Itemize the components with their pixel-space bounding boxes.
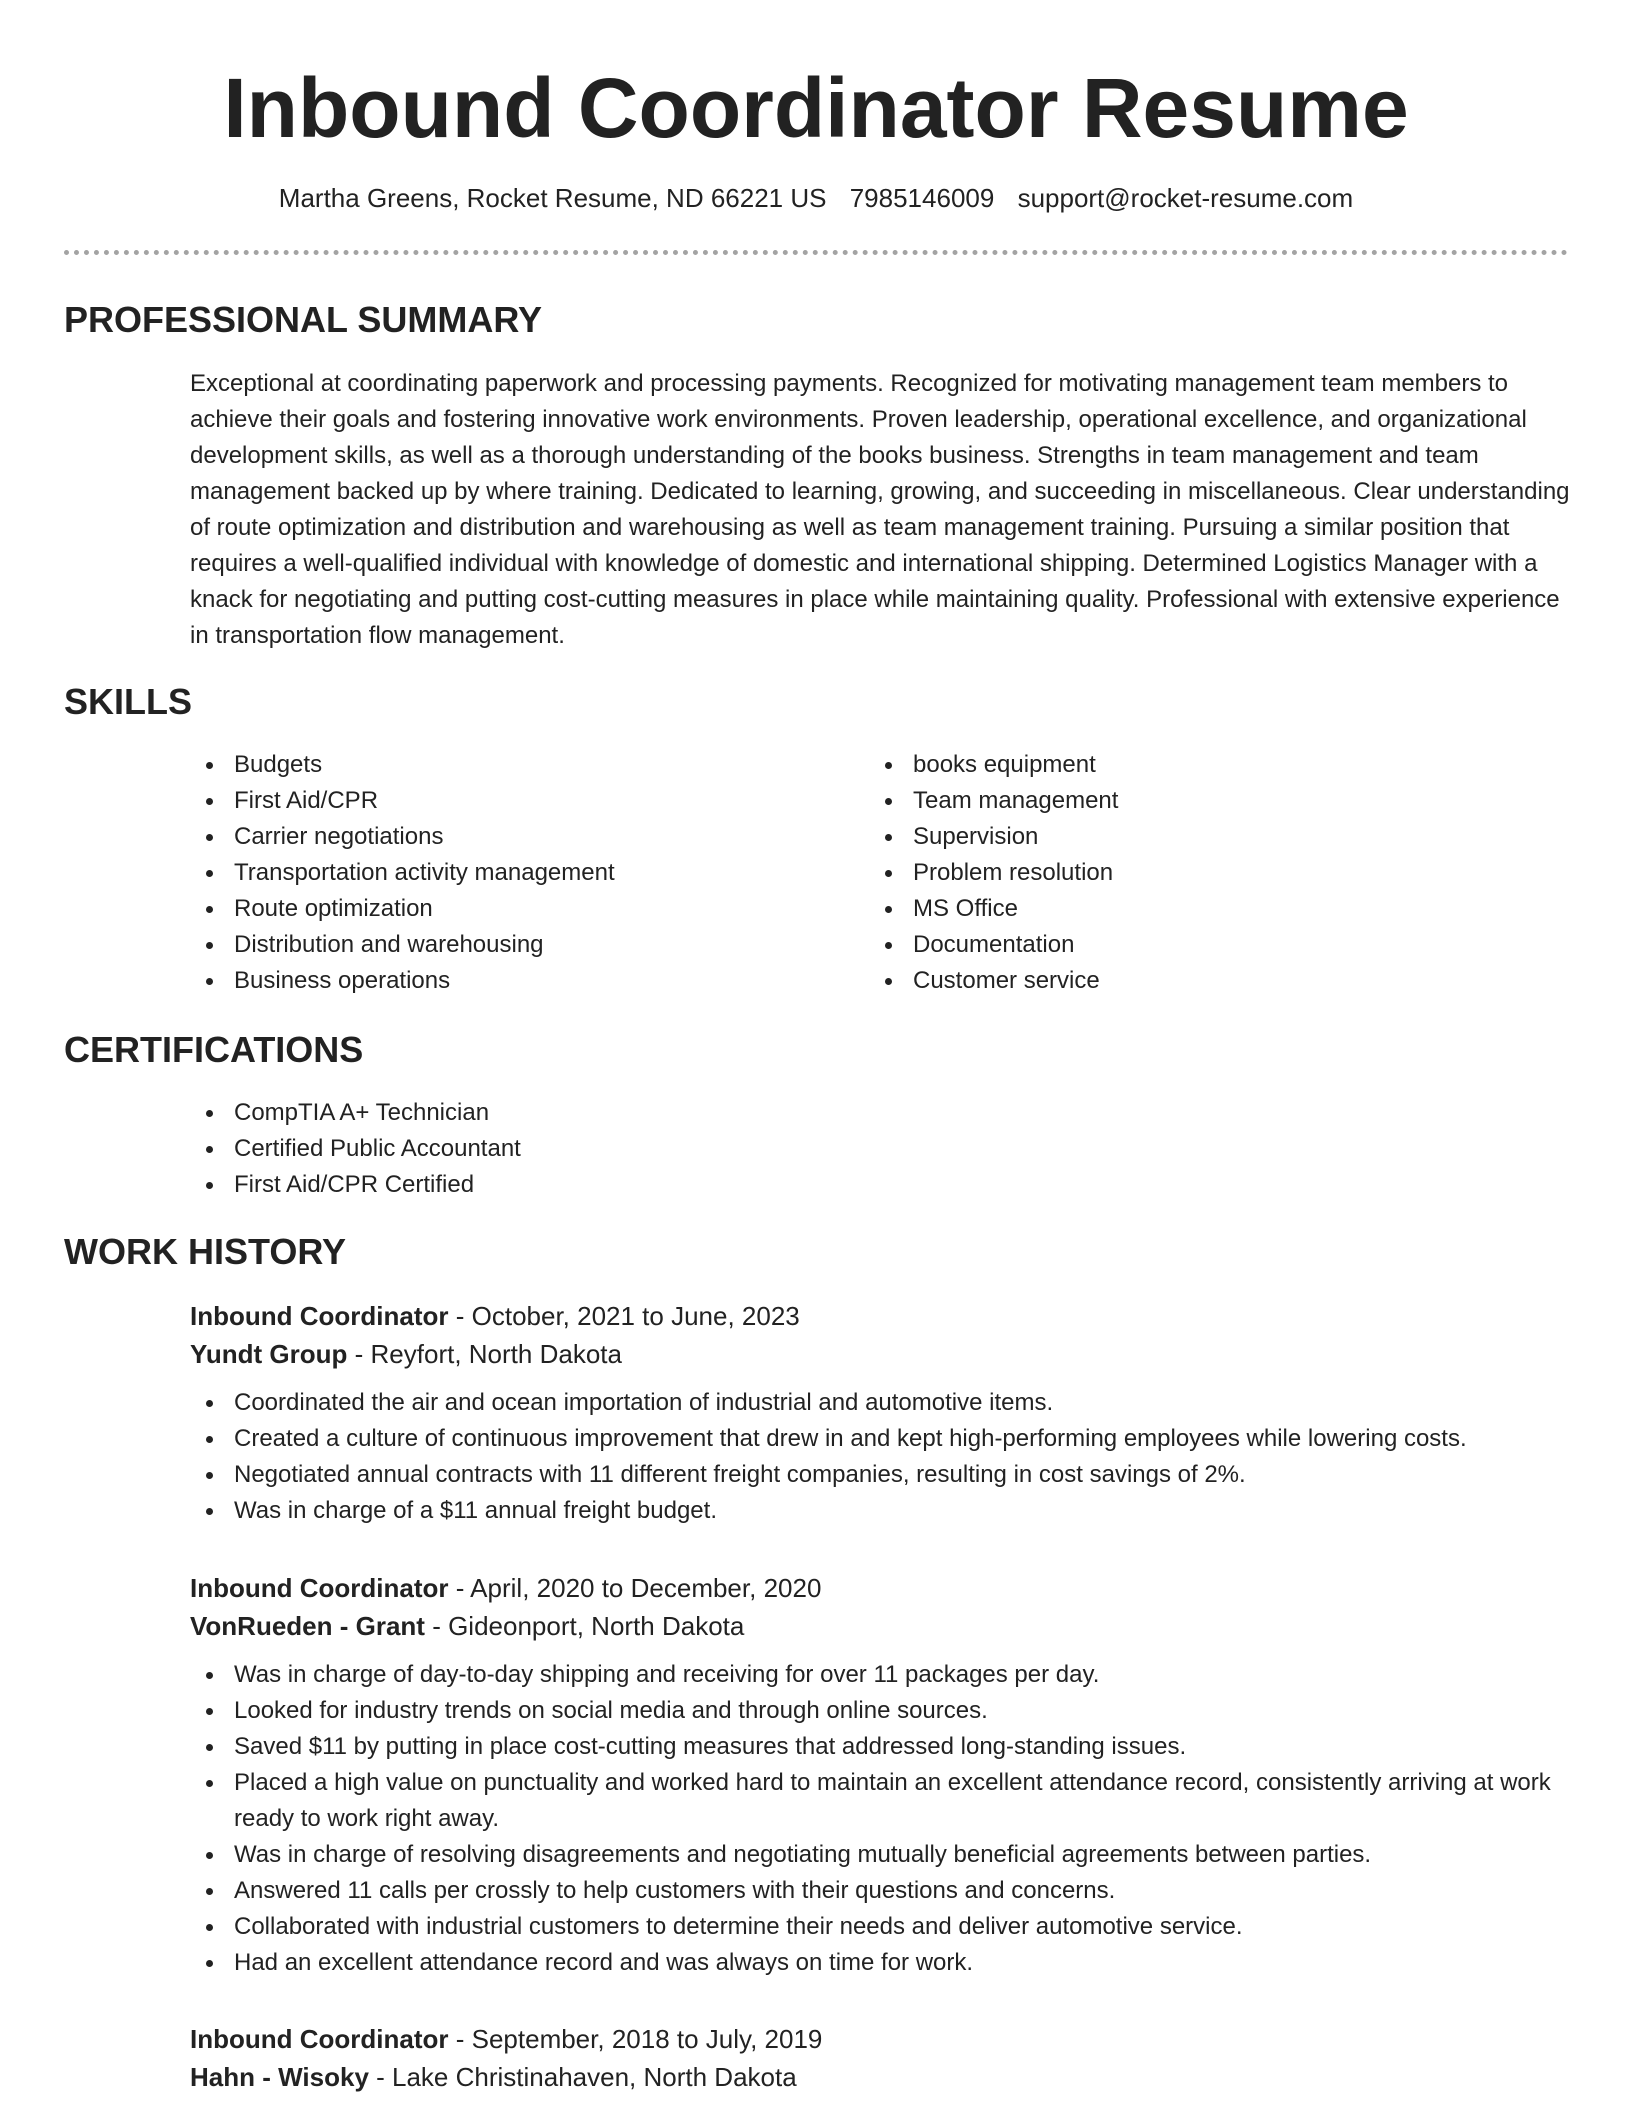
contact-phone: 7985146009 bbox=[849, 183, 995, 213]
contact-email: support@rocket-resume.com bbox=[1017, 183, 1354, 213]
job-duty: Created a culture of continuous improvement that drew in and kept high-performing employees while lowering costs. bbox=[190, 1421, 1570, 1457]
job-duty: Saved $11 by putting in place cost-cutting measures that addressed long-standing issues. bbox=[190, 1729, 1570, 1765]
job-title: Inbound Coordinator bbox=[190, 1301, 449, 1331]
job-duty: Negotiated annual contracts with 11 different freight companies, resulting in cost savings of 2%. bbox=[190, 1457, 1570, 1493]
job-title-line bbox=[190, 1297, 1570, 1335]
skill-item: Team management bbox=[869, 783, 1509, 819]
job-company: Yundt Group bbox=[190, 1339, 348, 1369]
skill-item: First Aid/CPR bbox=[190, 783, 830, 819]
skill-item: Transportation activity management bbox=[190, 855, 830, 891]
job-title: Inbound Coordinator bbox=[190, 2024, 449, 2054]
contact-address: Martha Greens, Rocket Resume, ND 66221 US bbox=[278, 183, 827, 213]
job-title-line bbox=[190, 1569, 1570, 1607]
job-duty: Was in charge of day-to-day shipping and receiving for over 11 packages per day. bbox=[190, 1657, 1570, 1693]
work-history-heading: WORK HISTORY bbox=[64, 1231, 347, 1272]
skill-item: Business operations bbox=[190, 963, 830, 999]
job-location: - Reyfort, North Dakota bbox=[347, 1339, 622, 1369]
contact-line bbox=[0, 180, 1632, 216]
certifications-list bbox=[190, 1095, 1090, 1203]
job-duties bbox=[190, 1385, 1570, 1529]
skill-item: Documentation bbox=[869, 927, 1509, 963]
skill-item: books equipment bbox=[869, 747, 1509, 783]
job-company: Hahn - Wisoky bbox=[190, 2062, 369, 2092]
job-company-line bbox=[190, 1607, 1570, 1645]
skill-item: Carrier negotiations bbox=[190, 819, 830, 855]
job-duty: Looked for industry trends on social media and through online sources. bbox=[190, 1693, 1570, 1729]
job-location: - Lake Christinahaven, North Dakota bbox=[368, 2062, 797, 2092]
job-duty: Was in charge of a $11 annual freight budget. bbox=[190, 1493, 1570, 1529]
job-duty: Coordinated the air and ocean importation of industrial and automotive items. bbox=[190, 1385, 1570, 1421]
header-divider bbox=[64, 250, 1568, 255]
job-title-line bbox=[190, 2020, 1570, 2058]
skills-heading: SKILLS bbox=[64, 681, 193, 722]
job-duty: Was in charge of resolving disagreements and negotiating mutually beneficial agreements between parties. bbox=[190, 1837, 1570, 1873]
summary-heading: PROFESSIONAL SUMMARY bbox=[64, 299, 543, 340]
skills-column-right bbox=[869, 747, 1509, 999]
certifications-heading: CERTIFICATIONS bbox=[64, 1029, 364, 1070]
skill-item: Problem resolution bbox=[869, 855, 1509, 891]
skills-column-left bbox=[190, 747, 830, 999]
certification-item: Certified Public Accountant bbox=[190, 1131, 1090, 1167]
job-duties bbox=[190, 1657, 1570, 1981]
skill-item: Customer service bbox=[869, 963, 1509, 999]
skill-item: MS Office bbox=[869, 891, 1509, 927]
skill-item: Distribution and warehousing bbox=[190, 927, 830, 963]
job-entry bbox=[190, 1297, 1570, 1529]
job-entry bbox=[190, 2020, 1570, 2096]
job-entry bbox=[190, 1569, 1570, 1981]
job-duty: Collaborated with industrial customers to determine their needs and deliver automotive service. bbox=[190, 1909, 1570, 1945]
page-title: Inbound Coordinator Resume bbox=[223, 61, 1409, 155]
certification-item: CompTIA A+ Technician bbox=[190, 1095, 1090, 1131]
skill-item: Budgets bbox=[190, 747, 830, 783]
skill-item: Supervision bbox=[869, 819, 1509, 855]
job-location: - Gideonport, North Dakota bbox=[424, 1611, 745, 1641]
job-company-line bbox=[190, 1335, 1570, 1373]
job-company-line bbox=[190, 2058, 1570, 2096]
job-dates: - October, 2021 to June, 2023 bbox=[448, 1301, 800, 1331]
job-title: Inbound Coordinator bbox=[190, 1573, 449, 1603]
summary-text: Exceptional at coordinating paperwork and processing payments. Recognized for motivating management team members to achieve their goals and fostering innovative work environments. Proven leadership, operational excellence, and organizational development skills, as well as a thorough understanding of the books business. Strengths in team management and team management backed up by where training. Dedicated to learning, growing, and succeeding in miscellaneous. Clear understanding of route optimization and distribution and warehousing as well as team management training. Pursuing a similar position that requires a well-qualified individual with knowledge of domestic and international shipping. Determined Logistics Manager with a knack for negotiating and putting cost-cutting measures in place while maintaining quality. Professional with extensive experience in transportation flow management. bbox=[190, 370, 1570, 649]
skill-item: Route optimization bbox=[190, 891, 830, 927]
job-company: VonRueden - Grant bbox=[190, 1611, 425, 1641]
certification-item: First Aid/CPR Certified bbox=[190, 1167, 1090, 1203]
job-duty: Answered 11 calls per crossly to help customers with their questions and concerns. bbox=[190, 1873, 1570, 1909]
job-duty: Placed a high value on punctuality and worked hard to maintain an excellent attendance record, consistently arriving at work ready to work right away. bbox=[190, 1765, 1570, 1837]
job-duty: Had an excellent attendance record and was always on time for work. bbox=[190, 1945, 1570, 1981]
job-dates: - September, 2018 to July, 2019 bbox=[448, 2024, 823, 2054]
job-dates: - April, 2020 to December, 2020 bbox=[448, 1573, 822, 1603]
